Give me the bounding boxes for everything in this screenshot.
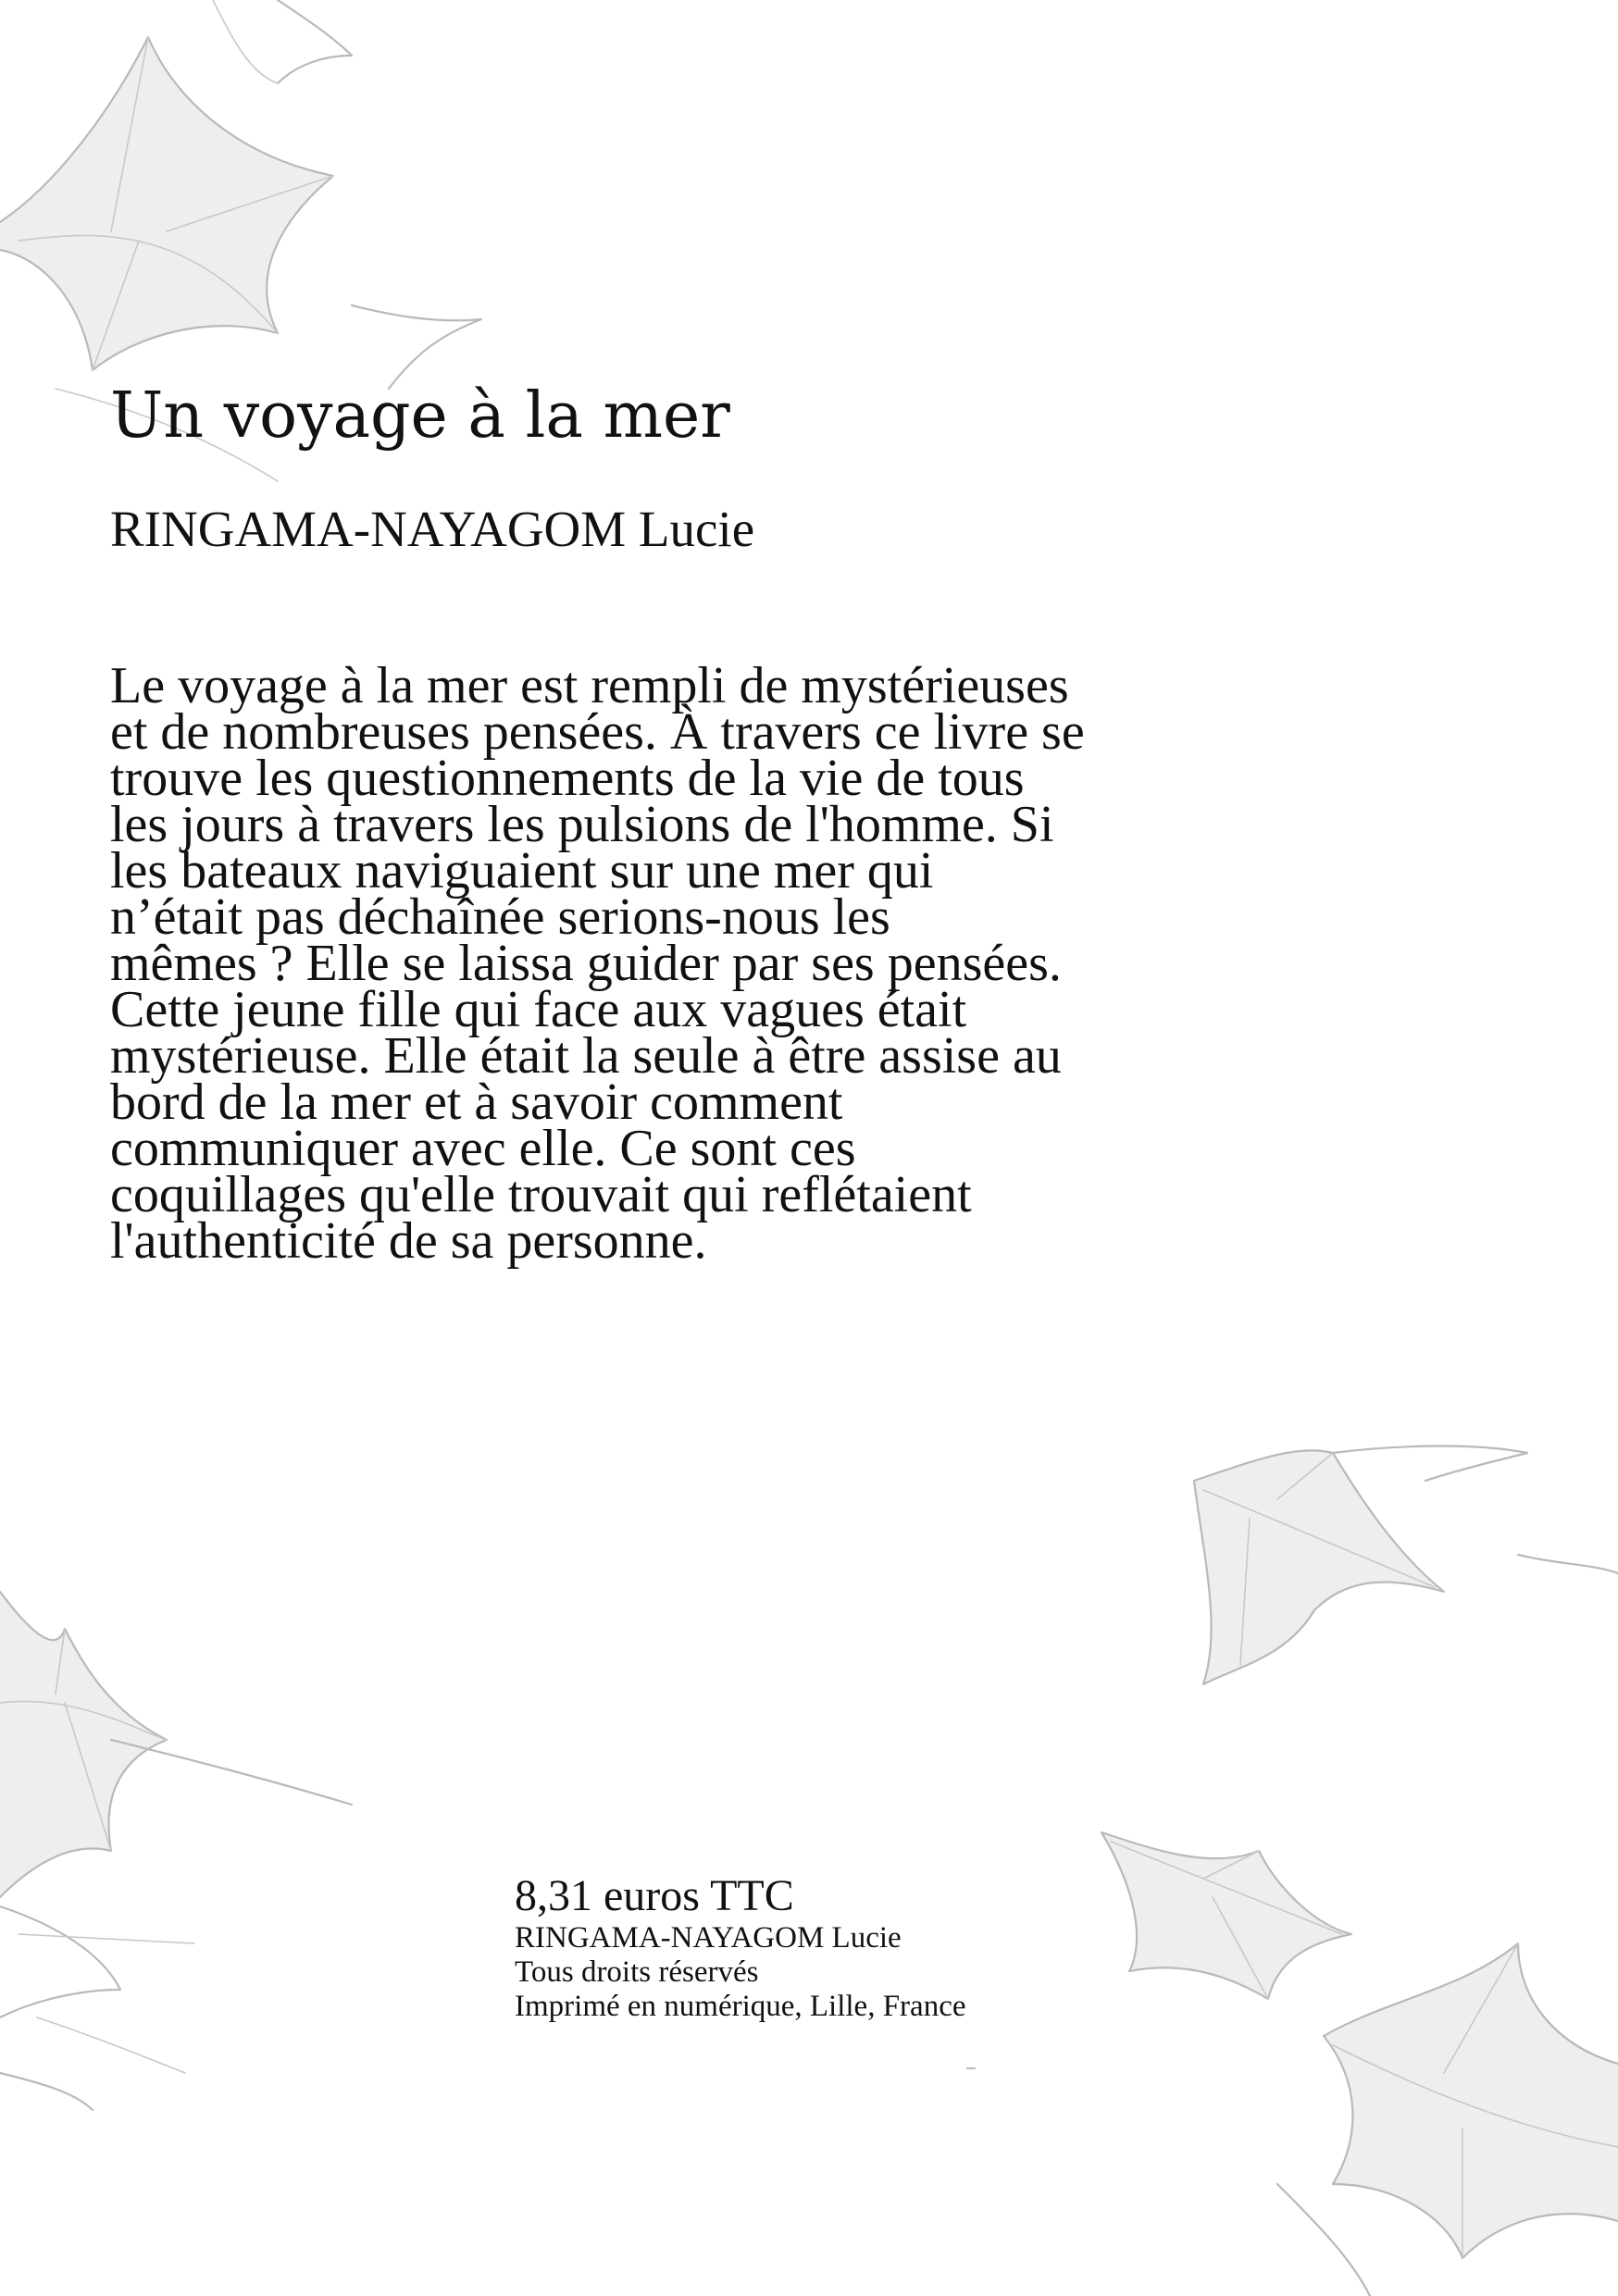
colophon — [515, 1871, 966, 2024]
summary-line: et de nombreuses pensées. À travers ce livre se — [110, 703, 1085, 761]
summary-line: trouve les questionnements de la vie de tous — [110, 750, 1025, 807]
summary-line: Cette jeune fille qui face aux vagues était — [110, 981, 967, 1038]
leaf-right-middle-icon — [1194, 1446, 1618, 1685]
leaf-left-lower-icon — [0, 1592, 352, 2110]
summary-line: Le voyage à la mer est rempli de mystérieuses — [110, 657, 1069, 714]
divider — [966, 2067, 976, 2069]
summary-line: communiquer avec elle. Ce sont ces — [110, 1120, 856, 1177]
book-title: Un voyage à la mer — [110, 379, 730, 453]
print-location: Imprimé en numérique, Lille, France — [515, 1990, 966, 2023]
summary-line: les jours à travers les pulsions de l'homme. Si — [110, 796, 1054, 853]
price: 8,31 euros TTC — [515, 1871, 794, 1920]
summary-line: l'authenticité de sa personne. — [110, 1212, 707, 1270]
book-author: RINGAMA-NAYAGOM Lucie — [110, 501, 755, 557]
summary-line: coquillages qu'elle trouvait qui reflétaient — [110, 1166, 972, 1223]
colophon-author: RINGAMA-NAYAGOM Lucie — [515, 1921, 902, 1955]
book-summary — [110, 657, 1239, 1270]
summary-line: n’était pas déchaînée serions-nous les — [110, 888, 890, 946]
summary-line: mystérieuse. Elle était la seule à être assise au — [110, 1027, 1062, 1085]
rights-notice: Tous droits réservés — [515, 1955, 759, 1989]
leaf-bottom-right-icon — [1101, 1832, 1618, 2296]
summary-line: mêmes ? Elle se laissa guider par ses pensées. — [110, 935, 1062, 992]
summary-line: bord de la mer et à savoir comment — [110, 1074, 843, 1131]
summary-line: les bateaux naviguaient sur une mer qui — [110, 842, 934, 900]
